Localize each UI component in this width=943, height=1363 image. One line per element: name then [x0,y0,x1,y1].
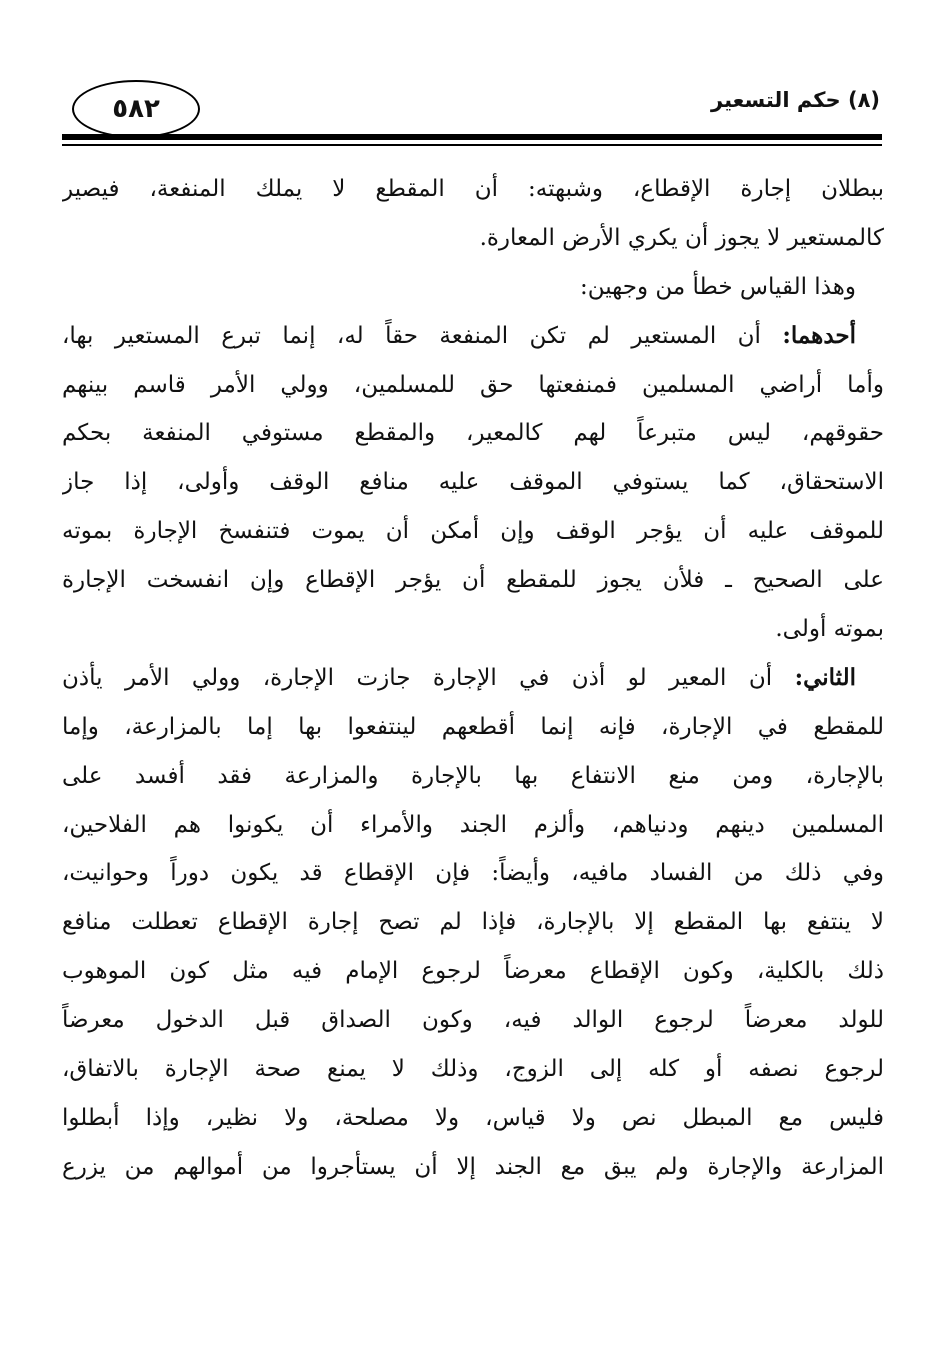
text-line: للموقف عليه أن يؤجر الوقف وإن أمكن أن يموت فتنفسخ الإجارة بموته [62,518,884,545]
text-line: ذلك بالكلية، وكون الإقطاع معرضاً لرجوع الإمام فيه مثل كون الموهوب [62,958,884,985]
text-line [62,654,884,703]
text-line: كالمستعير لا يجوز أن يكري الأرض المعارة. [479,224,884,251]
page-number: ٥٨٢ [72,80,200,138]
text-line: على الصحيح ـ فلأن يجوز للمقطع أن يؤجر الإقطاع وإن انفسخت الإجارة [62,567,884,594]
text-line: المسلمين دينهم ودنياهم، وألزم الجند والأمراء أن يكونوا هم الفلاحين، [62,811,884,838]
text-line: ببطلان إجارة الإقطاع، وشبهته: أن المقطع لا يملك المنفعة، فيصير [62,176,884,202]
running-title: (٨) حكم التسعير [711,88,880,112]
text-line: وأما أراضي المسلمين فمنفعتها حق للمسلمين، وولي الأمر قاسم بينهم [62,371,884,398]
text-line: للمقطع في الإجارة، فإنه إنما أقطعهم لينتفعوا بها إما بالمزارعة، وإما [62,713,884,740]
text-line: وهذا القياس خطأ من وجهين: [579,273,856,300]
header-rule-thick [62,134,882,140]
text-line: وفي ذلك من الفساد مافيه، وأيضاً: فإن الإقطاع قد يكون دوراً وحوانيت، [62,860,884,887]
text-line: فليس مع المبطل نص ولا قياس، ولا مصلحة، ولا نظير، وإذا أبطلوا [62,1104,884,1131]
text-line: الاستحقاق، كما يستوفي الموقف عليه منافع الوقف وأولى، إذا جاز [62,469,884,496]
header-rule-thin [62,144,882,146]
paragraph-lead: الثاني: [794,663,857,691]
text-segment: أن المعير لو أذن في الإجارة جازت الإجارة، وولي الأمر يأذن [62,664,773,691]
text-line [62,312,884,361]
paragraph-lead: أحدهما: [782,321,856,349]
text-line: للولد معرضاً لرجوع الوالد فيه، وكون الصداق قبل الدخول معرضاً [62,1007,884,1034]
text-line: بالإجارة، ومن منع الانتفاع بها بالإجارة والمزارعة فقد أفسد على [62,762,884,789]
page-header [62,78,882,168]
text-segment: أن المستعير لم تكن المنفعة حقاً له، إنما تبرع المستعير بها، [62,322,761,349]
text-line: حقوقهم، ليس متبرعاً لهم كالمعير، والمقطع مستوفي المنفعة بحكم [62,420,884,447]
text-line: لا ينتفع بها المقطع إلا بالإجارة، فإذا لم تصح إجارة الإقطاع تعطلت منافع [62,909,884,936]
text-line: لرجوع نصفه أو كله إلى الزوج، وذلك لا يمنع صحة الإجارة بالاتفاق، [62,1056,884,1083]
body-text [62,165,884,1192]
text-line: المزارعة والإجارة ولم يبق مع الجند إلا أن يستأجروا من أموالهم من يزرع [62,1153,884,1180]
text-line: بموته أولى. [775,616,884,643]
